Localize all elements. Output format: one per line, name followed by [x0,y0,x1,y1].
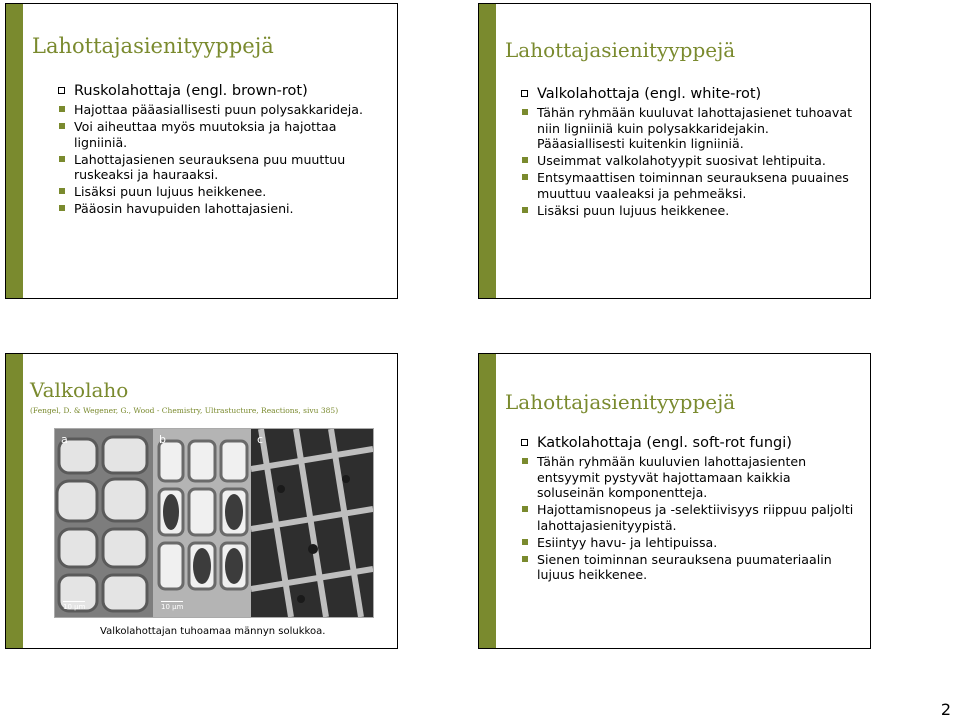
page-number: 2 [940,700,951,719]
list-item: Esiintyy havu- ja lehtipuissa. [519,535,859,551]
list-item: Voi aiheuttaa myös muutoksia ja hajottaa ligniiniä. [56,119,386,150]
list-item: Hajottamisnopeus ja -selektiivisyys riippuu paljolti lahottajasienityypistä. [519,502,859,533]
heading-text: Katkolahottaja (engl. soft-rot fungi) [537,435,792,451]
hollow-square-bullet-icon [521,90,528,97]
slide-title: Lahottajasienityyppejä [505,38,736,62]
micrograph-panel-a [55,429,153,617]
scale-bar: 10 µm [161,603,184,611]
slide-accent-bar [6,4,23,298]
list-item: Lahottajasienen seurauksena puu muuttuu ruskeaksi ja hauraaksi. [56,152,386,183]
slide-accent-bar [479,4,496,298]
square-bullet-icon [522,157,528,163]
list-item: Entsymaattisen toiminnan seurauksena puuaines muuttuu vaaleaksi ja pehmeäksi. [519,170,859,201]
hollow-square-bullet-icon [521,439,528,446]
heading-item [56,82,386,100]
list-item: Useimmat valkolahotyypit suosivat lehtipuita. [519,153,859,169]
micrograph-panel-b [153,429,251,617]
list-item: Lisäksi puun lujuus heikkenee. [519,203,859,219]
heading-item [519,434,859,452]
list-item: Lisäksi puun lujuus heikkenee. [56,184,386,200]
list-item: Pääosin havupuiden lahottajasieni. [56,201,386,217]
list-item: Sienen toiminnan seurauksena puumateriaalin lujuus heikkenee. [519,552,859,583]
cell-structure-graphic [251,429,373,617]
panel-label: a [61,433,68,446]
square-bullet-icon [59,205,65,211]
square-bullet-icon [59,123,65,129]
slide-3 [5,353,398,649]
cell-structure-graphic [55,429,153,617]
slide-title: Valkolaho [30,378,129,402]
square-bullet-icon [59,188,65,194]
panel-label: b [159,433,166,446]
list-item: Hajottaa pääasiallisesti puun polysakkarideja. [56,102,386,118]
heading-text: Ruskolahottaja (engl. brown-rot) [74,83,308,99]
slide-content [519,85,859,220]
slide-title: Lahottajasienityyppejä [32,34,274,58]
micrograph-panel-c [251,429,373,617]
scale-bar: 10 µm [63,603,86,611]
square-bullet-icon [522,109,528,115]
heading-text: Valkolahottaja (engl. white-rot) [537,86,762,102]
square-bullet-icon [522,458,528,464]
square-bullet-icon [522,539,528,545]
slide-subtitle: (Fengel, D. & Wegener, G., Wood - Chemistry, Ultrastucture, Reactions, sivu 385) [30,406,339,415]
slide-content [519,434,859,584]
square-bullet-icon [522,556,528,562]
heading-item [519,85,859,103]
square-bullet-icon [522,207,528,213]
slide-title: Lahottajasienityyppejä [505,390,736,414]
square-bullet-icon [522,174,528,180]
square-bullet-icon [522,506,528,512]
list-item: Tähän ryhmään kuuluvien lahottajasienten entsyymit pystyvät hajottamaan kaikkia soluseinän komponentteja. [519,454,859,501]
slide-1 [5,3,398,299]
slide-4 [478,353,871,649]
slide-2 [478,3,871,299]
slide-accent-bar [479,354,496,648]
cell-structure-graphic [153,429,251,617]
micrograph-image [54,428,374,618]
panel-label: c [257,433,264,446]
image-caption: Valkolahottajan tuhoamaa männyn solukkoa. [100,626,326,637]
hollow-square-bullet-icon [58,87,65,94]
square-bullet-icon [59,106,65,112]
square-bullet-icon [59,156,65,162]
slide-accent-bar [6,354,23,648]
slide-content [56,82,386,218]
list-item: Tähän ryhmään kuuluvat lahottajasienet tuhoavat niin ligniiniä kuin polysakkaridejakin. Pääasiallisesti kuitenkin ligniiniä. [519,105,859,152]
